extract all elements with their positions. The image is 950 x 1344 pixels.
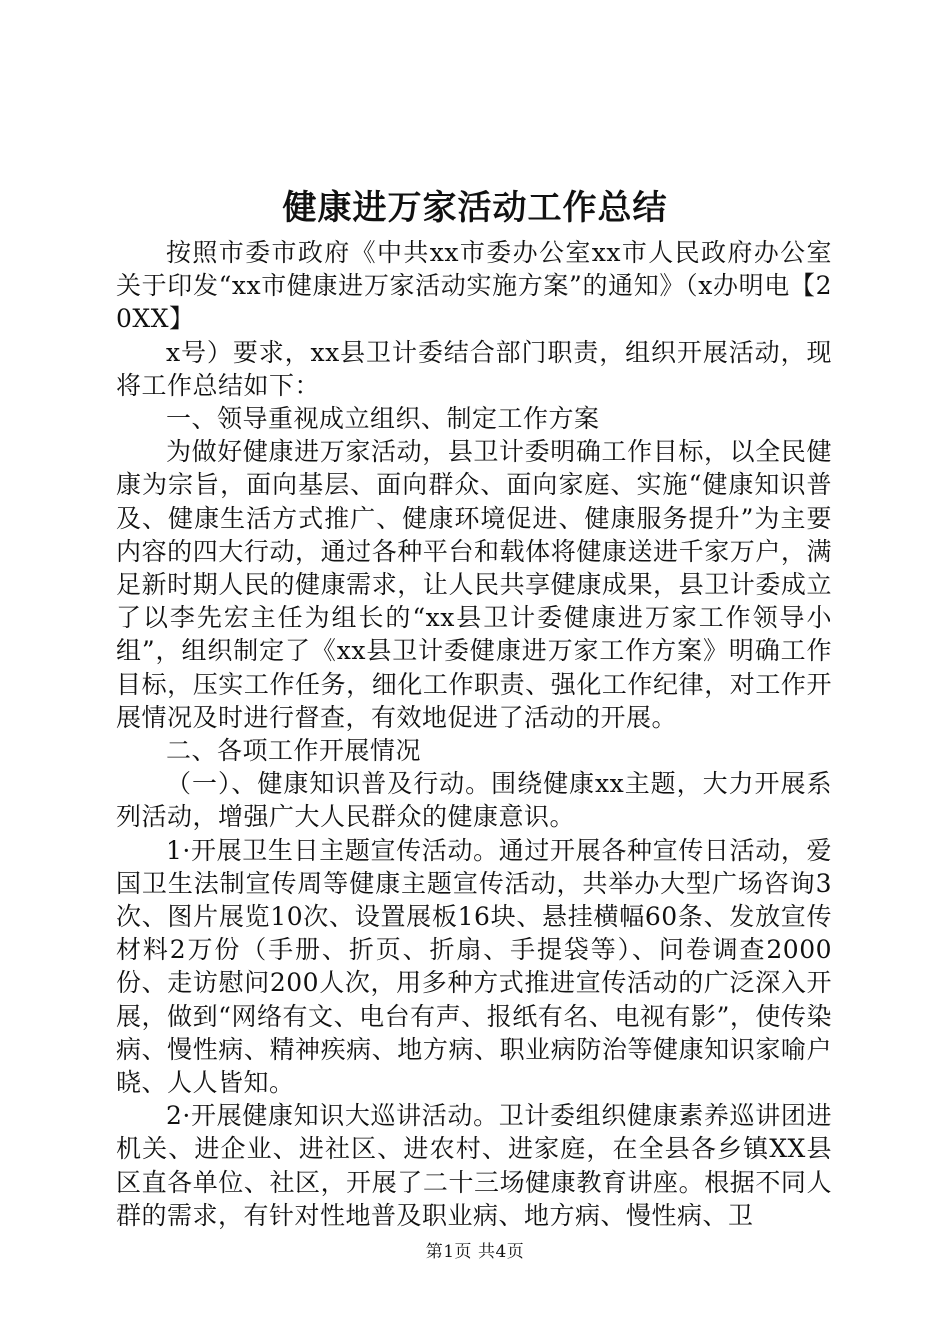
subsection-heading-1: （一）、健康知识普及行动。围绕健康xx主题，大力开展系列活动，增强广大人民群众的健康意识。 [116, 769, 832, 832]
paragraph-intro: 按照市委市政府《中共xx市委办公室xx市人民政府办公室关于印发“xx市健康进万家活动实施方案”的通知》（x办明电【20XX】 [116, 238, 832, 334]
paragraph-section-1: 为做好健康进万家活动，县卫计委明确工作目标，以全民健康为宗旨，面向基层、面向群众、面向家庭、实施“健康知识普及、健康生活方式推广、健康环境促进、健康服务提升”为主要内容的四大行动，通过各种平台和载体将健康送进千家万户，满足新时期人民的健康需求，让人民共享健康成果，县卫计委成立了以李先宏主任为组长的“xx县卫计委健康进万家工作领导小组”，组织制定了《xx县卫计委健康进万家工作方案》明确工作目标，压实工作任务，细化工作职责、强化工作纪律，对工作开展情况及时进行督查，有效地促进了活动的开展。 [116, 437, 832, 732]
paragraph-item-2: 2·开展健康知识大巡讲活动。卫计委组织健康素养巡讲团进机关、进企业、进社区、进农村、进家庭，在全县各乡镇XX县区直各单位、社区，开展了二十三场健康教育讲座。根据不同人群的需求，有针对性地普及职业病、地方病、慢性病、卫 [116, 1101, 832, 1230]
document-title: 健康进万家活动工作总结 [282, 188, 668, 228]
page-footer: 第1页 共4页 [425, 1242, 525, 1262]
section-heading-2: 二、各项工作开展情况 [166, 736, 422, 766]
section-heading-1: 一、领导重视成立组织、制定工作方案 [166, 404, 600, 434]
paragraph-intro-continued: x号）要求，xx县卫计委结合部门职责，组织开展活动，现将工作总结如下： [116, 337, 832, 400]
document-body [116, 236, 832, 1232]
paragraph-item-1: 1·开展卫生日主题宣传活动。通过开展各种宣传日活动，爱国卫生法制宣传周等健康主题宣传活动，共举办大型广场咨询3次、图片展览10次、设置展板16块、悬挂横幅60条、发放宣传材料2万份（手册、折页、折扇、手提袋等）、问卷调查2000份、走访慰问200人次，用多种方式推进宣传活动的广泛深入开展，做到“网络有文、电台有声、报纸有名、电视有影”，使传染病、慢性病、精神疾病、地方病、职业病防治等健康知识家喻户晓、人人皆知。 [116, 835, 832, 1098]
